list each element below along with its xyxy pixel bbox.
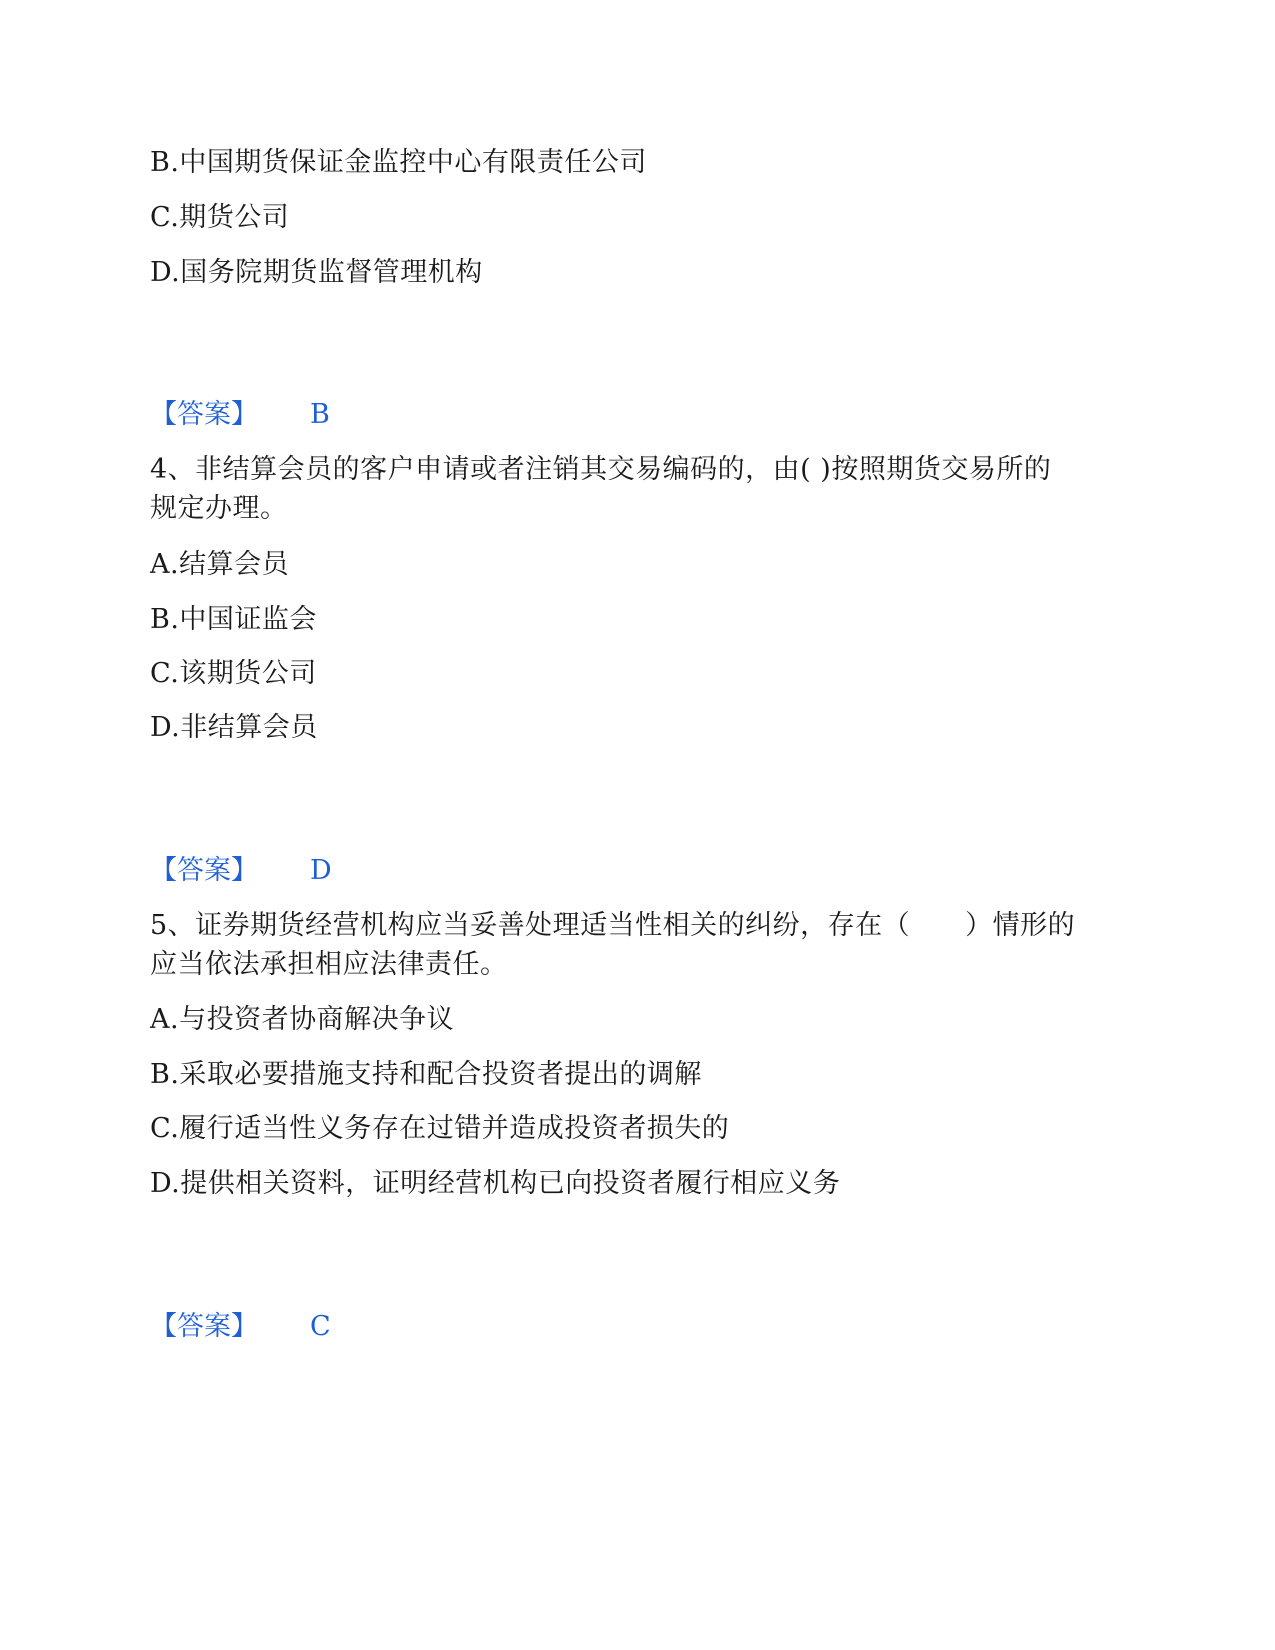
- q4-stem-line1: 4、非结算会员的客户申请或者注销其交易编码的，由( )按照期货交易所的: [150, 454, 1052, 485]
- q5-stem-line1: 5、证券期货经营机构应当妥善处理适当性相关的纠纷，存在（ ）情形的: [150, 910, 1076, 941]
- q5-answer: [150, 1312, 331, 1342]
- answer-label: 【答案】: [150, 399, 258, 430]
- answer-label: 【答案】: [150, 855, 258, 886]
- q3-option-c: C.期货公司: [150, 202, 290, 233]
- q4-option-b: B.中国证监会: [150, 604, 317, 635]
- q5-option-b: B.采取必要措施支持和配合投资者提出的调解: [150, 1059, 702, 1090]
- q4-option-c: C.该期货公司: [150, 658, 317, 689]
- q5-stem-line2: 应当依法承担相应法律责任。: [150, 949, 508, 980]
- q4-option-d: D.非结算会员: [150, 712, 318, 743]
- answer-value: D: [310, 855, 332, 886]
- q5-option-c: C.履行适当性义务存在过错并造成投资者损失的: [150, 1113, 730, 1144]
- answer-label: 【答案】: [150, 1311, 258, 1342]
- q3-option-b: B.中国期货保证金监控中心有限责任公司: [150, 147, 647, 178]
- q3-option-d: D.国务院期货监督管理机构: [150, 257, 483, 288]
- q4-answer: [150, 856, 332, 886]
- answer-value: C: [310, 1311, 331, 1342]
- q3-answer: [150, 400, 330, 430]
- q4-option-a: A.结算会员: [150, 549, 290, 580]
- q5-option-d: D.提供相关资料，证明经营机构已向投资者履行相应义务: [150, 1168, 841, 1199]
- answer-value: B: [310, 399, 330, 430]
- q4-stem-line2: 规定办理。: [150, 493, 288, 524]
- q5-option-a: A.与投资者协商解决争议: [150, 1004, 455, 1035]
